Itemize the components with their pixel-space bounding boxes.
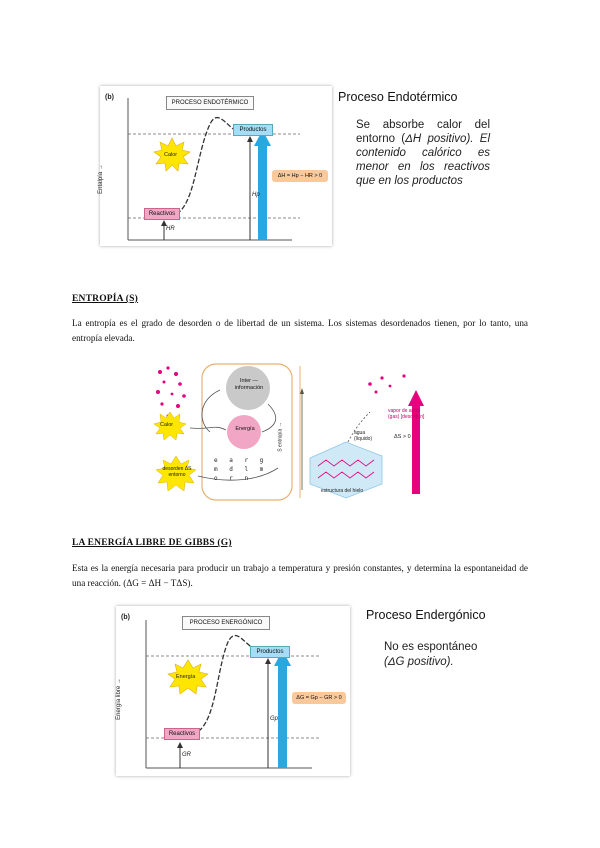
endergonic-figure [116, 606, 350, 776]
entropy-paragraph: La entropía es el grado de desorden o de libertad de un sistema. Los sistemas desordenados tienen, por lo tanto, una entropía elevada. [72, 318, 528, 343]
energy-label: Energía [176, 674, 196, 680]
y-axis-label: Energía libre → [115, 678, 122, 720]
endothermic-diagram [97, 86, 332, 246]
diagram-title: PROCESO ENERGÓNICO [182, 616, 270, 630]
gibbs-paragraph: Esta es la energía necesaria para producir un trabajo a temperatura y presión constantes, y determina la espontaneidad de una reacción. (ΔG = ΔH − TΔS). [72, 563, 528, 588]
description-text: Se absorbe calor del entorno ( [356, 119, 490, 145]
panel-label: (b) [105, 94, 114, 101]
products-box: Productos [233, 124, 273, 136]
products-box: Productos [250, 646, 290, 658]
y-axis-label: Entalpía → [97, 164, 104, 194]
scattered-letters: e a r g m d l m o r n [214, 457, 268, 482]
endergonic-line1: No es espontáneo [384, 641, 478, 653]
entropy-figure [150, 360, 450, 504]
endergonic-line2: (ΔG positivo). [384, 656, 454, 668]
delta-g-box: ΔG = Gp − GR > 0 [292, 692, 346, 704]
gr-label: GR [182, 752, 191, 758]
endergonic-diagram [116, 606, 350, 776]
gp-label: Gp [270, 716, 279, 722]
entropy-diagram [150, 360, 450, 504]
water-vapor-label: vapor de agua (gas) [desorden] [388, 408, 425, 420]
information-label: Inter — información [234, 378, 264, 391]
description-em: ΔH positivo). El contenido calórico es menor en los reactivos que en los productos [356, 133, 491, 187]
hp-label: Hp [252, 192, 260, 198]
water-liquid-label: agua (líquido) [354, 430, 373, 442]
heat-label: Calor [164, 152, 178, 158]
entropy-heading: ENTROPÍA (S) [72, 294, 139, 304]
reactants-box: Reactivos [164, 728, 200, 740]
entropy-axis-label: S entropía → [277, 422, 284, 452]
disorder-label: desorden ΔS entorno [162, 466, 192, 478]
heat-label: Calor [160, 422, 174, 428]
panel-label: (b) [121, 614, 130, 621]
hr-label: HR [166, 226, 175, 232]
endothermic-figure [97, 86, 332, 246]
energy-label: Energía [235, 426, 255, 432]
delta-s-label: ΔS > 0 [394, 434, 411, 440]
reactants-box: Reactivos [144, 208, 180, 220]
endergonic-title: Proceso Endergónico [366, 608, 486, 622]
ice-label: estructura del hielo [320, 488, 364, 494]
endothermic-title: Proceso Endotérmico [338, 90, 458, 104]
endothermic-description [356, 118, 490, 188]
diagram-title: PROCESO ENDOTÉRMICO [166, 96, 254, 110]
delta-h-box: ΔH = Hp − HR > 0 [272, 170, 328, 182]
gibbs-heading: LA ENERGÍA LIBRE DE GIBBS (G) [72, 538, 232, 548]
